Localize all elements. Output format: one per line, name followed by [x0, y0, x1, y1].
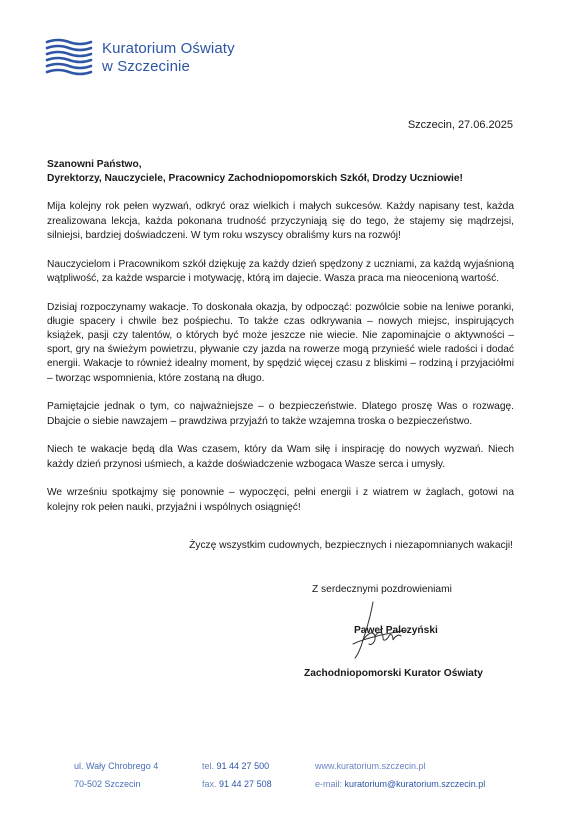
body-paragraph: Niech te wakacje będą dla Was czasem, który da Wam siłę i inspirację do nowych wyzwań. Niech każdy dzień przynosi uśmiech, a każde doświadczenie wzbogaca Wasze serca i umysły. [47, 444, 514, 470]
letter-date: Szczecin, 27.06.2025 [407, 119, 513, 131]
email-label: e-mail: [315, 779, 343, 789]
fax-label: fax. [202, 779, 217, 789]
logo-line-1: Kuratorium Oświaty [102, 40, 235, 57]
footer-phones [202, 757, 272, 793]
footer-contact [315, 757, 485, 793]
signer-title: Zachodniopomorski Kurator Oświaty [304, 668, 483, 679]
salutation-line-2: Dyrektorzy, Nauczyciele, Pracownicy Zachodniopomorskich Szkół, Drodzy Uczniowie! [47, 173, 463, 185]
footer-address [74, 757, 158, 793]
body-paragraph: Dzisiaj rozpoczynamy wakacje. To doskonała okazja, by odpocząć: pozwólcie sobie na leniwe poranki, długie spacery i chwile bez pośpiechu. To także czas odkrywania – nowych miejsc, inspirujących książek, pasji czy talentów, o których być może jeszcze nie wiecie. Nie zapominajcie o aktywności – sport, gry na świeżym powietrzu, pływanie czy jazda na rowerze mogą przynieść wiele radości i dodać energii. Wakacje to również idealny moment, by spędzić więcej czasu z bliskimi – rodziną i przyjaciółmi – tworząc wspomnienia, które zostaną na długo. [47, 301, 514, 384]
salutation [47, 158, 514, 186]
signer-name: Paweł Palczyński [354, 625, 438, 636]
tel-label: tel. [202, 761, 215, 771]
website-link[interactable]: www.kuratorium.szczecin.pl [315, 761, 426, 771]
email-link[interactable]: kuratorium@kuratorium.szczecin.pl [344, 779, 486, 789]
phone-line [202, 757, 272, 775]
address-city: 70-502 Szczecin [74, 779, 141, 789]
address-street: ul. Wały Chrobrego 4 [74, 761, 159, 771]
logo-line-2: w Szczecinie [102, 58, 190, 75]
body-paragraph: We wrześniu spotkajmy się ponownie – wypoczęci, pełni energii i z wiatrem w żaglach, gotowi na kolejny rok pełen nauki, przyjaźni i wspólnych osiągnięć! [47, 487, 514, 513]
kuratorium-logo [44, 38, 235, 78]
letter-body [47, 158, 514, 529]
fax-number: 91 44 27 508 [219, 779, 272, 789]
salutation-line-1: Szanowni Państwo, [47, 159, 142, 170]
body-paragraph: Mija kolejny rok pełen wyzwań, odkryć oraz wielkich i małych sukcesów. Każdy napisany test, każda zrealizowana lekcja, każda pokonana trudność przyczyniają się do tego, że stajemy się mądrzejsi, silniejsi, bardziej doświadczeni. W tym roku wszyscy obraliśmy kurs na rozwój! [47, 201, 514, 241]
body-paragraph: Pamiętajcie jednak o tym, co najważniejsze – o bezpieczeństwie. Dlatego proszę Was o rozwagę. Dbajcie o siebie nawzajem – prawdziwa przyjaźń to także wzajemna troska o bezpieczeństwo. [47, 401, 514, 427]
closing-line: Z serdecznymi pozdrowieniami [312, 584, 452, 595]
holiday-wish: Życzę wszystkim cudownych, bezpiecznych i niezapomnianych wakacji! [189, 540, 513, 551]
tel-number[interactable]: 91 44 27 500 [216, 761, 270, 771]
waves-logo-icon [44, 38, 94, 78]
body-paragraph: Nauczycielom i Pracownikom szkół dziękuję za każdy dzień spędzony z uczniami, za każdą wyjaśnioną wątpliwość, za każde wsparcie i motywację, którą im dajecie. Wasza praca ma nieocenioną wartość. [47, 258, 514, 284]
logo-text [102, 40, 235, 76]
fax-line [202, 775, 272, 793]
